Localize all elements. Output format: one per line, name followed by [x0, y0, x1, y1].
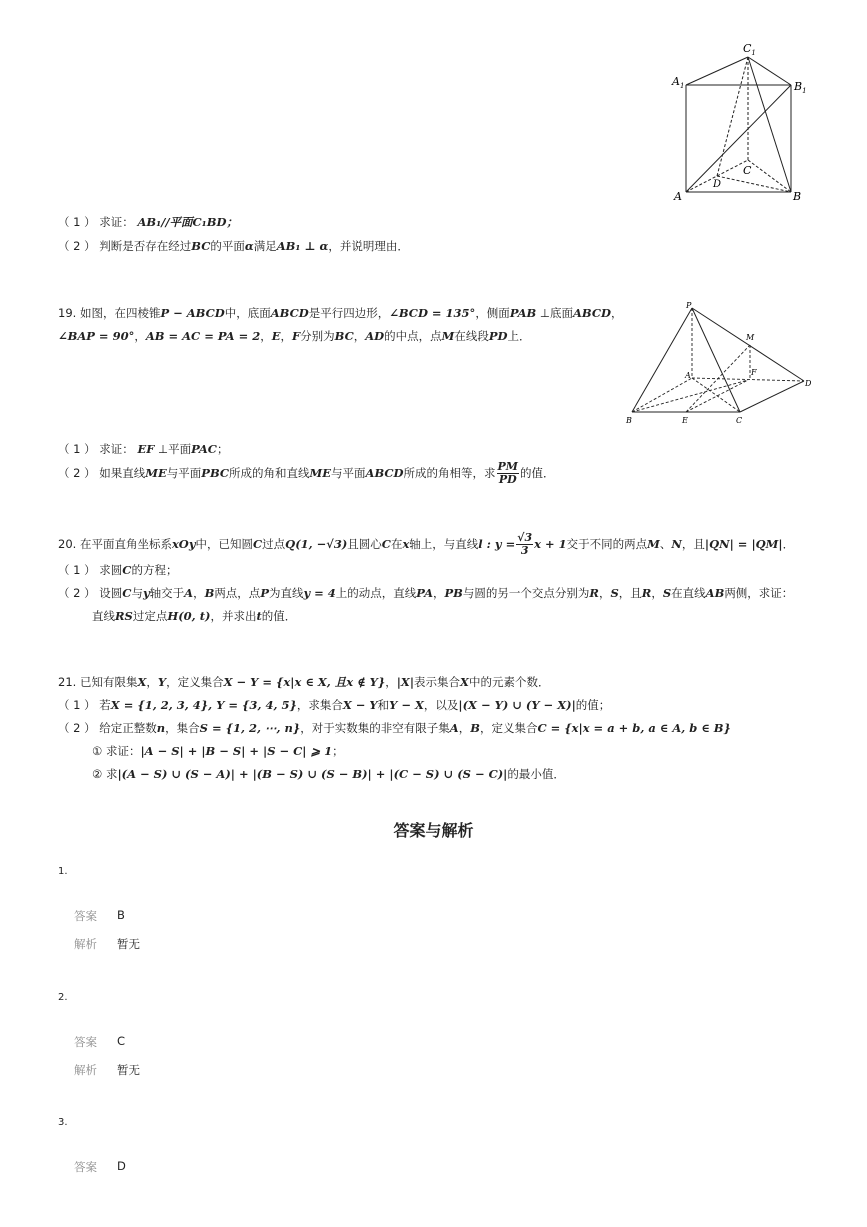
answer-item-1-number: 1. — [58, 866, 68, 877]
q19-part1: （ 1 ） 求证： EF ⊥平面PAC； — [58, 442, 229, 456]
answers-title: 答案与解析 — [393, 821, 474, 840]
q20-part1: （ 1 ） 求圆C的方程； — [58, 563, 178, 577]
label-b: B — [793, 190, 802, 203]
q21-subpart1: ① 求证：|A − S| + |B − S| + |S − C| ⩾ 1； — [92, 744, 344, 758]
q19-part2: （ 2 ） 如果直线ME与平面PBC所成的角和直线ME与平面ABCD所成的角相等，求 $\frac{PM}{PD}$ 的值． — [58, 460, 555, 486]
answer-item-1-value: B — [117, 908, 125, 922]
label-a1: $A_1$ — [672, 75, 685, 90]
q19-stem-line1: 19. 如图，在四棱锥P − ABCD中，底面ABCD是平行四边形，∠BCD = 135°，侧面PAB ⊥底面ABCD， — [58, 306, 623, 320]
label-a: A — [685, 371, 691, 380]
answer-label: 答案 — [74, 909, 97, 923]
label-a: A — [674, 190, 682, 203]
q20-part2: （ 2 ） 设圆C与y轴交于A，B两点，点P为直线y = 4上的动点，直线PA，PB与圆的另一个交点分别为R，S，且R，S在直线AB两侧，求证： — [58, 586, 794, 600]
label-d: D — [713, 179, 722, 190]
q18-part2: （ 2 ） 判断是否存在经过BC的平面α满足AB₁ ⊥ α，并说明理由． — [58, 239, 409, 253]
prism-figure — [668, 40, 813, 210]
label-d: D — [805, 379, 812, 388]
label-c: C — [736, 416, 743, 425]
pyramid-figure — [622, 298, 822, 430]
label-p: P — [686, 301, 692, 310]
label-f: F — [751, 368, 757, 377]
q21-stem: 21. 已知有限集X，Y，定义集合X − Y = {x|x ∈ X, 且x ∉ Y}，|X|表示集合X中的元素个数． — [58, 675, 550, 689]
q20-part2-cont: 直线RS过定点H(0, t)，并求出t的值． — [92, 609, 297, 623]
answer-item-2-number: 2. — [58, 992, 68, 1003]
label-c: C — [743, 164, 752, 177]
label-m: M — [746, 333, 755, 342]
analysis-label: 解析 — [74, 937, 97, 951]
answer-item-2-value: C — [117, 1034, 126, 1048]
label-e: E — [682, 416, 688, 425]
analysis-item-1-value: 暂无 — [117, 937, 140, 951]
analysis-label: 解析 — [74, 1063, 97, 1077]
fraction-pm-pd: $\frac{PM}{PD}$ — [497, 460, 518, 486]
fraction-sqrt3-3: $\frac{√3}{3}$ — [517, 531, 533, 557]
answer-label: 答案 — [74, 1035, 97, 1049]
answer-label: 答案 — [74, 1160, 97, 1174]
label-b: B — [626, 416, 632, 425]
answer-item-3-value: D — [117, 1159, 126, 1173]
q21-part2: （ 2 ） 给定正整数n，集合S = {1, 2, ⋯, n}，对于实数集的非空有限子集A，B，定义集合C = {x|x = a + b, a ∈ A, b ∈ B} — [58, 721, 731, 735]
label-b1: $B_1$ — [794, 80, 807, 95]
q21-part1: （ 1 ） 若X = {1, 2, 3, 4}, Y = {3, 4, 5}，求集合X − Y和Y − X，以及|(X − Y) ∪ (Y − X)|的值； — [58, 698, 611, 712]
answer-item-3-number: 3. — [58, 1117, 68, 1128]
analysis-item-2-value: 暂无 — [117, 1063, 140, 1077]
label-c1: $C_1$ — [743, 42, 756, 57]
q19-stem-line2: ∠BAP = 90°，AB = AC = PA = 2，E，F分别为BC，AD的中点，点M在线段PD上． — [58, 329, 531, 343]
q21-subpart2: ② 求|(A − S) ∪ (S − A)| + |(B − S) ∪ (S − B)| + |(C − S) ∪ (S − C)|的最小值． — [92, 767, 565, 781]
q18-part1: （ 1 ） 求证： AB₁//平面C₁BD； — [58, 215, 238, 229]
q20-stem: 20. 在平面直角坐标系xOy中，已知圆C过点Q(1, −√3)且圆心C在x轴上，与直线l : y = $\frac{√3}{3}$ x + 1交于不同的两点M、N，且|QN| = |QM|． — [58, 531, 795, 557]
